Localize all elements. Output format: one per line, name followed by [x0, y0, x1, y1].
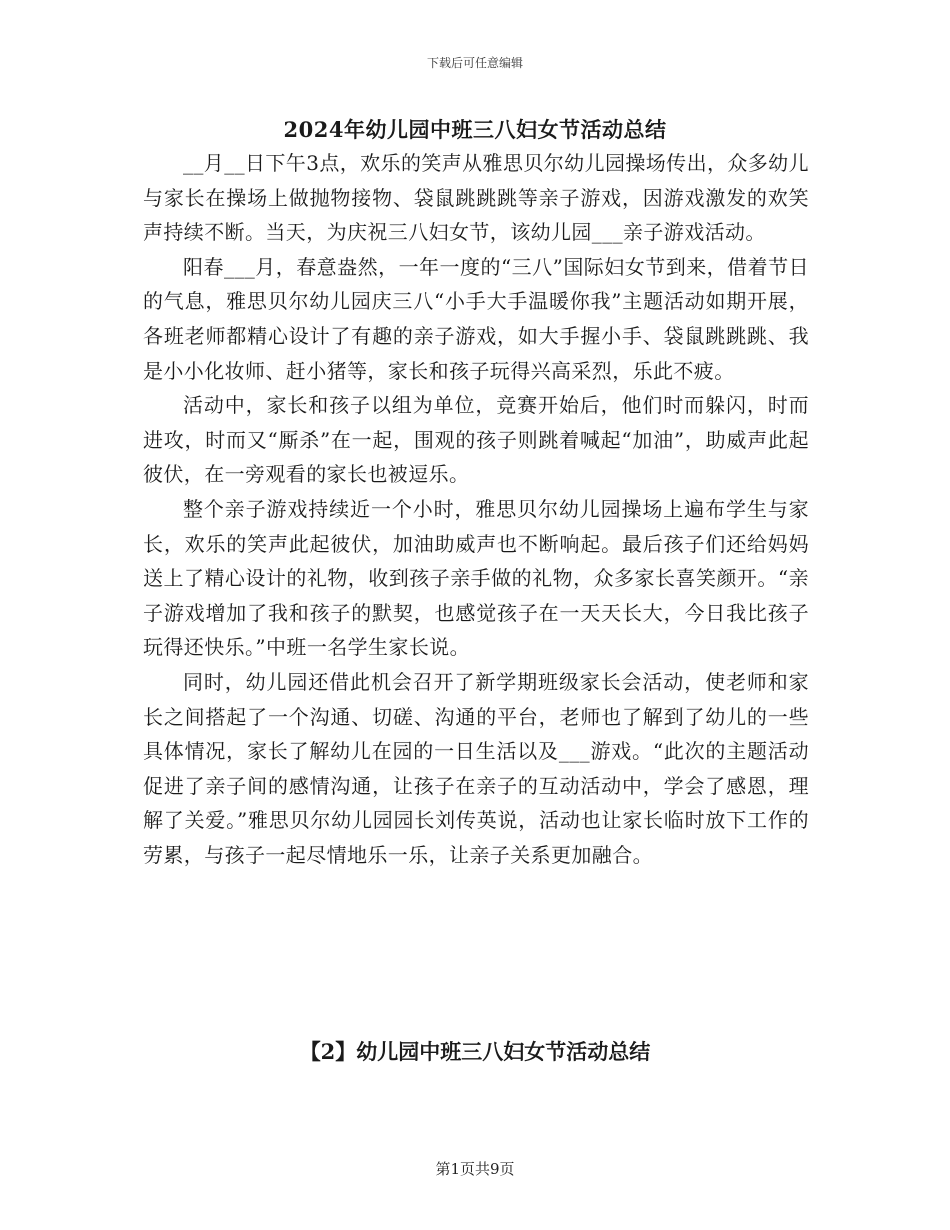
header-note: 下载后可任意编辑 — [426, 56, 523, 70]
section-title: 【2】幼儿园中班三八妇女节活动总结 — [299, 1039, 651, 1064]
page-footer: 第1页共9页 — [435, 1160, 515, 1178]
paragraph: __月__日下午3点，欢乐的笑声从雅思贝尔幼儿园操场传出，众多幼儿与家长在操场上做抛物接物、袋鼠跳跳跳等亲子游戏，因游戏激发的欢笑声持续不断。当天，为庆祝三八妇女节，该幼儿园___亲子游戏活动。 — [143, 151, 809, 245]
document-title: 2024年幼儿园中班三八妇女节活动总结 — [283, 117, 667, 142]
paragraph: 活动中，家长和孩子以组为单位，竞赛开始后，他们时而躲闪，时而进攻，时而又“厮杀”在一起，围观的孩子则跳着喊起“加油”，助威声此起彼伏，在一旁观看的家长也被逗乐。 — [143, 393, 809, 487]
paragraph: 同时，幼儿园还借此机会召开了新学期班级家长会活动，使老师和家长之间搭起了一个沟通、切磋、沟通的平台，老师也了解到了幼儿的一些具体情况，家长了解幼儿在园的一日生活以及___游戏。“此次的主题活动促进了亲子间的感情沟通，让孩子在亲子的互动活动中，学会了感恩，理解了关爱。”雅思贝尔幼儿园园长刘传英说，活动也让家长临时放下工作的劳累，与孩子一起尽情地乐一乐，让亲子关系更加融合。 — [143, 669, 809, 867]
paragraph: 整个亲子游戏持续近一个小时，雅思贝尔幼儿园操场上遍布学生与家长，欢乐的笑声此起彼伏，加油助威声也不断响起。最后孩子们还给妈妈送上了精心设计的礼物，收到孩子亲手做的礼物，众多家长喜笑颜开。“亲子游戏增加了我和孩子的默契，也感觉孩子在一天天长大，今日我比孩子玩得还快乐。”中班一名学生家长说。 — [143, 496, 809, 660]
document-body — [143, 146, 809, 872]
paragraph: 阳春___月，春意盎然，一年一度的“三八”国际妇女节到来，借着节日的气息，雅思贝尔幼儿园庆三八“小手大手温暖你我”主题活动如期开展，各班老师都精心设计了有趣的亲子游戏，如大手握小手、袋鼠跳跳跳、我是小小化妆师、赶小猪等，家长和孩子玩得兴高采烈，乐此不疲。 — [143, 254, 809, 383]
